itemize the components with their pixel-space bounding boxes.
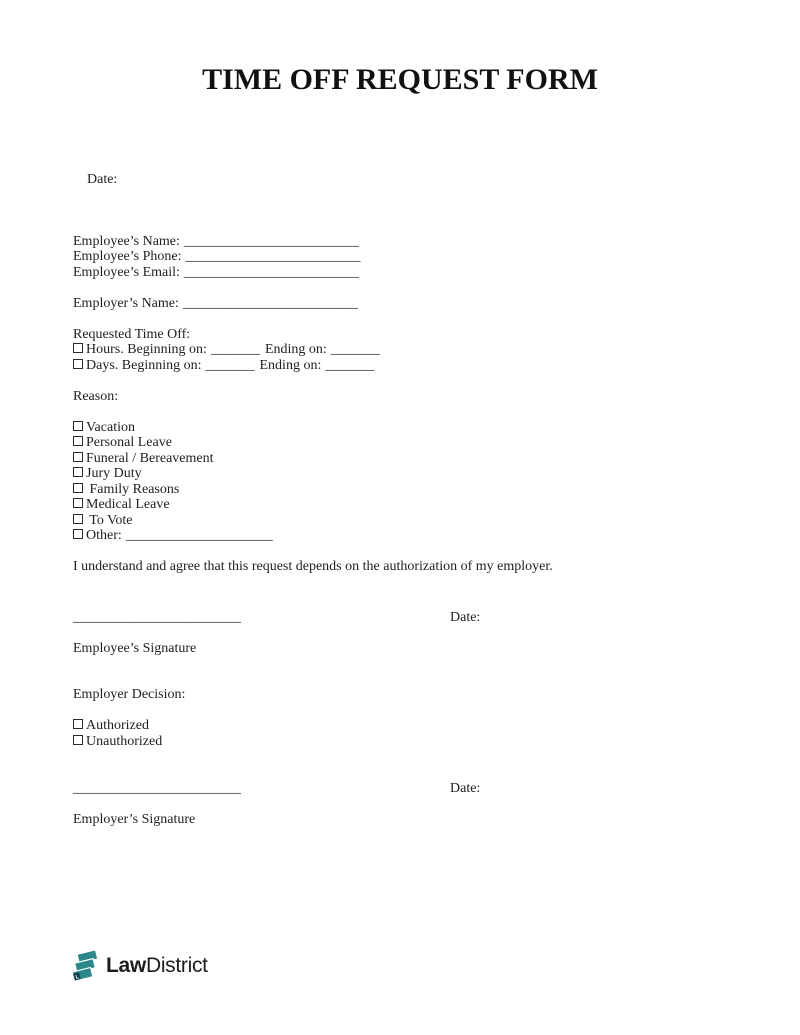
days-beginning-blank[interactable]: _______: [205, 357, 255, 373]
hours-ending-blank[interactable]: _______: [330, 342, 380, 357]
checkbox-medical-leave[interactable]: [73, 498, 83, 508]
hours-option-line: [73, 342, 727, 358]
days-ending-blank[interactable]: _______: [325, 357, 375, 373]
employee-email-line: [73, 265, 727, 281]
employee-name-label: Employee’s Name:: [73, 233, 180, 249]
checkbox-hours[interactable]: [73, 343, 83, 353]
employer-signature-line[interactable]: ________________________: [73, 781, 241, 796]
hours-beginning-blank[interactable]: _______: [210, 342, 260, 357]
logo-district: District: [145, 953, 208, 977]
hours-label: Hours. Beginning on:: [86, 342, 207, 357]
employer-name-blank-line[interactable]: _________________________: [182, 295, 358, 311]
employer-signature-date-label: Date:: [450, 781, 481, 796]
reason-option-family-reasons: Family Reasons: [73, 482, 727, 498]
checkbox-to-vote[interactable]: [73, 514, 83, 524]
employee-phone-blank-line[interactable]: _________________________: [185, 249, 361, 264]
hours-ending-label: Ending on:: [264, 342, 327, 357]
checkbox-unauthorized[interactable]: [73, 735, 83, 745]
lawdistrict-wordmark: [106, 951, 208, 981]
agreement-statement: I understand and agree that this request depends on the authorization of my employer.: [73, 559, 553, 574]
date-line: [73, 156, 727, 203]
reason-heading: Reason:: [73, 388, 119, 404]
days-option-line: [73, 358, 727, 374]
requested-time-off-heading: Requested Time Off:: [73, 326, 191, 342]
date-label: Date:: [87, 171, 118, 187]
checkbox-personal-leave[interactable]: [73, 436, 83, 446]
employee-signature-line[interactable]: ________________________: [73, 609, 241, 625]
employee-signature-row: [73, 610, 727, 626]
employee-email-label: Employee’s Email:: [73, 264, 180, 280]
employer-decision-options: [73, 718, 727, 749]
employee-signature-date-label: Date:: [450, 609, 481, 625]
reason-option-medical-leave: Medical Leave: [73, 497, 727, 513]
checkbox-funeral-bereavement[interactable]: [73, 452, 83, 462]
days-label: Days. Beginning on:: [86, 357, 202, 373]
form-title: TIME OFF REQUEST FORM: [202, 63, 598, 96]
employer-signature-caption: Employer’s Signature: [73, 812, 196, 827]
employee-name-blank-line[interactable]: _________________________: [183, 233, 359, 249]
checkbox-vacation[interactable]: [73, 421, 83, 431]
reason-options-section: [73, 420, 727, 544]
employee-phone-line: [73, 249, 727, 265]
decision-option-authorized: Authorized: [73, 718, 727, 734]
employee-email-blank-line[interactable]: _________________________: [183, 264, 359, 280]
other-reason-blank-line[interactable]: _____________________: [125, 528, 273, 543]
reason-option-to-vote: To Vote: [73, 513, 727, 529]
logo-law: Law: [106, 953, 146, 977]
employer-name-line: [73, 296, 727, 312]
reason-option-other: Other: _____________________: [73, 528, 727, 544]
days-ending-label: Ending on:: [259, 357, 322, 373]
employee-info-section: [73, 234, 727, 281]
reason-option-jury-duty: Jury Duty: [73, 466, 727, 482]
checkbox-family-reasons[interactable]: [73, 483, 83, 493]
reason-option-funeral-bereavement: Funeral / Bereavement: [73, 451, 727, 467]
employee-phone-label: Employee’s Phone:: [73, 249, 182, 264]
reason-option-vacation: Vacation: [73, 420, 727, 436]
employee-signature-caption: Employee’s Signature: [73, 640, 197, 656]
reason-option-personal-leave: Personal Leave: [73, 435, 727, 451]
checkbox-authorized[interactable]: [73, 719, 83, 729]
lawdistrict-icon: [71, 950, 101, 981]
employer-name-label: Employer’s Name:: [73, 295, 179, 311]
checkbox-jury-duty[interactable]: [73, 467, 83, 477]
employee-name-line: [73, 234, 727, 250]
checkbox-days[interactable]: [73, 359, 83, 369]
requested-time-off-section: [73, 327, 727, 374]
lawdistrict-logo: [71, 950, 208, 981]
checkbox-other[interactable]: [73, 529, 83, 539]
svg-text:L: L: [75, 974, 80, 981]
decision-option-unauthorized: Unauthorized: [73, 734, 727, 750]
employer-signature-row: [73, 781, 727, 797]
employer-decision-heading: Employer Decision:: [73, 687, 186, 702]
